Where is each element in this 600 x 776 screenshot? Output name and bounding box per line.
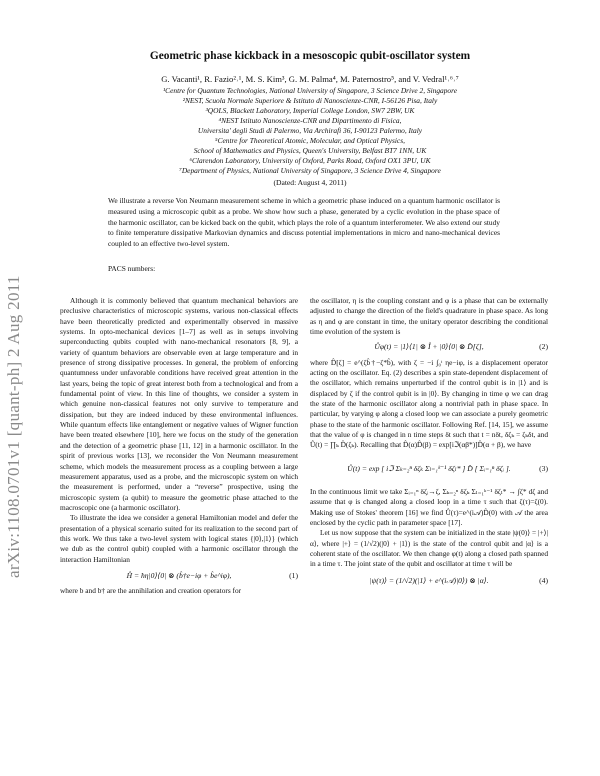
paragraph: where D̂[ζ] = e^(ζb̂†−ζ*b̂), with ζ = −i ∫₀ᵗ ηe−iφ, is a displacement operator acting on the oscillator. Eq. (2) describes a spin state-dependent displacement of the oscillator, which remains unperturbed if the control qubit is in |1⟩ and is displaced by ζ if the control qubit is in |0⟩. By changing in time φ we can drag the state of the harmonic oscillator along a nontrivial path in phase space. In particular, by varying φ along a closed loop we can associate a purely geometric phase to the state of the harmonic oscillator. Following Ref. [14, 15], we assume that the value of φ is changed in n time steps δt such that t = nδt, δζₖ = ζₖδt, and Û(t) = ∏ₖ D̂(ζₖ). Recalling that D̂(α)D̂(β) = exp[iℑ(αβ*)]D̂(α + β), we have <box>310 357 548 450</box>
affiliation-line: ²NEST, Scuola Normale Superiore & Istituto di Nanoscienze-CNR, I-56126 Pisa, Italy <box>182 96 438 106</box>
equation-number: (1) <box>289 570 298 580</box>
paragraph: Although it is commonly believed that quantum mechanical behaviors are preclusive characteristics of microscopic systems, various non-classical effects have been theoretically predicted and experimentally observed in massive systems. In opto-mechanical devices [1–7] as well as in setups involving superconducting qubits coupled with nano-mechanical resonators [8, 9], a variety of quantum behaviors are observable even at large temperature and in presence of strong dissipative processes. In general, the problem of enforcing quantumness under unfavorable conditions have received great attention in the last years, being the topic of great interest both from a technological and from a fundamental point of view. In this line of thoughts, we consider a system in which genuine non-classical features not only survive to temperature and dissipation, but they are indeed induced by these environmental influences. While quantum effects like entanglement or negative values of Wigner function have been treated elsewhere [10], here we focus on the study of the generation and the detection of a geometric phase [11, 12] in a harmonic oscillator. In the spirit of previous works [13], we reconsider the Von Neumann measurement scheme, which models the measurement process as a coupling between a large measurement apparatus, used as a probe, and the microscopic system on which the measurement is performed, under a “reverse” prospective, using the microscopic system (a qubit) to measure the geometric phase attached to the macroscopic one (a harmonic oscillator). <box>60 296 298 512</box>
pacs-numbers: PACS numbers: <box>108 264 156 273</box>
affiliations <box>80 86 540 176</box>
equation-4 <box>310 576 548 586</box>
affiliation-line: ⁷Department of Physics, National University of Singapore, 3 Science Drive 4, Singapore <box>179 166 441 176</box>
affiliation-line: School of Mathematics and Physics, Queen's University, Belfast BT7 1NN, UK <box>193 146 427 156</box>
equation-2 <box>310 342 548 352</box>
paragraph: To illustrate the idea we consider a general Hamiltonian model and defer the presentation of a physical scenario suited for its realization to the second part of this work. We thus take a two-level system with logical states {|0⟩,|1⟩} (which we dub as the control qubit) coupled with a harmonic oscillator through the interaction Hamiltonian <box>60 513 298 564</box>
paragraph: the oscillator, η is the coupling constant and φ is a phase that can be externally adjusted to change the direction of the field's quadrature in phase space. As long as η and φ are constant in time, the unitary operator describing the conditional time evolution of the system is <box>310 296 548 337</box>
affiliation-line: ⁴NEST Istituto Nanoscienze-CNR and Dipartimento di Fisica, <box>218 116 402 126</box>
date-line: (Dated: August 4, 2011) <box>273 178 347 187</box>
equation-body: |ψ(τ)⟩ = (1/√2)(|1⟩ + e^(i𝒜)|0⟩) ⊗ |α⟩. <box>369 575 489 585</box>
paper-title: Geometric phase kickback in a mesoscopic qubit-oscillator system <box>149 50 471 62</box>
equation-number: (3) <box>539 463 548 473</box>
paragraph: Let us now suppose that the system can be initialized in the state |ψ(0)⟩ = |+⟩|α⟩, where |+⟩ = (1/√2)(|0⟩ + |1⟩) is the state of the control qubit and |α⟩ is a coherent state of the oscillator. We then change φ(t) along a closed path spanned in a time τ. The joint state of the qubit and oscillator at time τ will be <box>310 528 548 569</box>
affiliation-line: ¹Centre for Quantum Technologies, National University of Singapore, 3 Science Drive 2, Singapore <box>162 86 458 95</box>
equation-body: Û(t) = exp [ iℑ Σₖ₌₂ⁿ δζₖ Σₗ₌₁ᵏ⁻¹ δζₗ* ] D̂ [ Σᵢ₌₁ⁿ δζᵢ ]. <box>347 463 511 473</box>
equation-3 <box>310 458 548 480</box>
equation-body: Ĥ = ħη|0⟩⟨0| ⊗ (b̂†e−iφ + b̂e^iφ), <box>126 570 232 580</box>
equation-number: (2) <box>539 342 548 352</box>
paragraph: where b and b† are the annihilation and creation operators for <box>60 586 242 596</box>
equation-1 <box>60 571 298 581</box>
affiliation-line: Universita' degli Studi di Palermo, Via Archirafi 36, I-90123 Palermo, Italy <box>197 126 423 136</box>
equation-number: (4) <box>539 575 548 585</box>
paragraph: In the continuous limit we take Σᵢ₌₁ⁿ δζᵢ→ζ, Σₖ₌₂ⁿ δζₖ Σₗ₌₁ᵏ⁻¹ δζₗ* → ∫ζ* dζ and assume that φ is changed along a closed loop in a time τ such that ζ(τ)=ζ(0). Making use of Stokes' theorem [16] we find Û(τ)=e^(i𝒜)D̂(0) with 𝒜 the area enclosed by the cyclic path in parameter space [17]. <box>310 486 548 527</box>
right-column <box>310 296 548 589</box>
author-list: G. Vacanti¹, R. Fazio²˒¹, M. S. Kim³, G. M. Palma⁴, M. Paternostro⁵, and V. Vedral¹˒⁶˒⁷ <box>161 74 459 84</box>
abstract: We illustrate a reverse Von Neumann measurement scheme in which a geometric phase induced on a quantum harmonic oscillator is measured using a microscopic qubit as a probe. We show how such a phase, generated by a cyclic evolution in the phase space of the harmonic oscillator, can be kicked back on the qubit, which plays the role of a quantum interferometer. We also extend our study to finite temperature dissipative Markovian dynamics and discuss potential implementations in micro and nano-mechanical devices coupled to an effective two-level system. <box>108 196 500 249</box>
affiliation-line: ³QOLS, Blackett Laboratory, Imperial College London, SW7 2BW, UK <box>205 106 415 116</box>
equation-body: Ûφ(t) = |1⟩⟨1| ⊗ Î + |0⟩⟨0| ⊗ D̂[ζ], <box>374 342 484 352</box>
left-column <box>60 296 298 597</box>
affiliation-line: ⁶Clarendon Laboratory, University of Oxford, Parks Road, Oxford OX1 3PU, UK <box>189 156 431 166</box>
affiliation-line: ⁵Centre for Theoretical Atomic, Molecular, and Optical Physics, <box>215 136 405 146</box>
arxiv-stamp: arXiv:1108.0701v1 [quant-ph] 2 Aug 2011 <box>4 275 23 578</box>
